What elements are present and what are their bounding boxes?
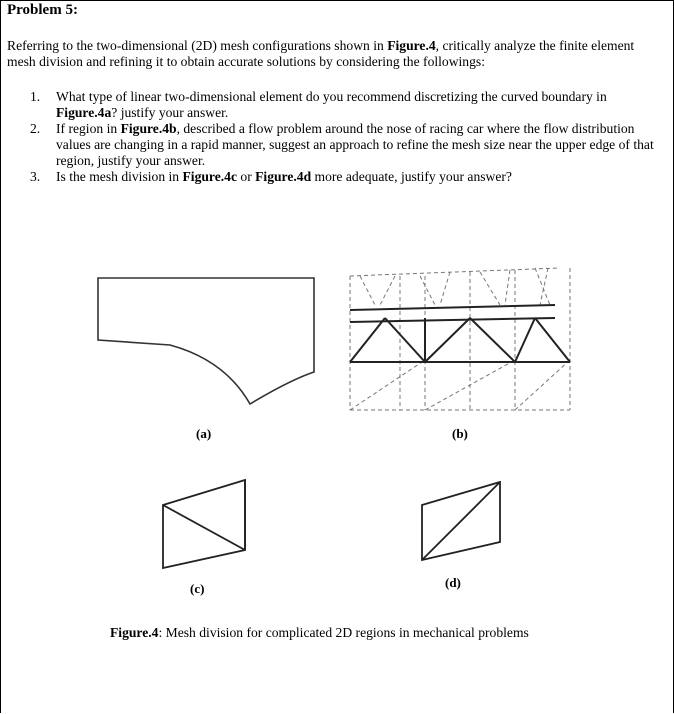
label-d: (d) [445, 575, 461, 590]
question-1: 1. What type of linear two-dimensional element do you recommend discretizing the curved boundary in Figure.4a? justify your answer. [30, 89, 607, 120]
figure-b-mesh [350, 268, 570, 410]
figure-a-region [98, 278, 314, 404]
question-2: 2. If region in Figure.4b, described a flow problem around the nose of racing car where the flow distribution values are changing in a rapid manner, suggest an approach to refine the mesh size near the upper edge of that region, justify your answer. [30, 121, 654, 168]
question-3: 3. Is the mesh division in Figure.4c or Figure.4d more adequate, justify your answer? [30, 169, 512, 184]
figure-d-mesh [422, 482, 500, 560]
problem-title: Problem 5: [7, 2, 78, 18]
label-c: (c) [190, 581, 205, 596]
problem-intro: Referring to the two-dimensional (2D) mesh configurations shown in Figure.4, critically analyze the finite element mesh division and refining it to obtain accurate solutions by considering the followings: [7, 38, 635, 69]
label-b: (b) [452, 426, 468, 441]
figure-caption: Figure.4: Mesh division for complicated 2D regions in mechanical problems [110, 625, 529, 640]
figure-reference: Figure.4 [387, 38, 436, 53]
label-a: (a) [196, 426, 212, 441]
figure-c-mesh [163, 480, 245, 568]
